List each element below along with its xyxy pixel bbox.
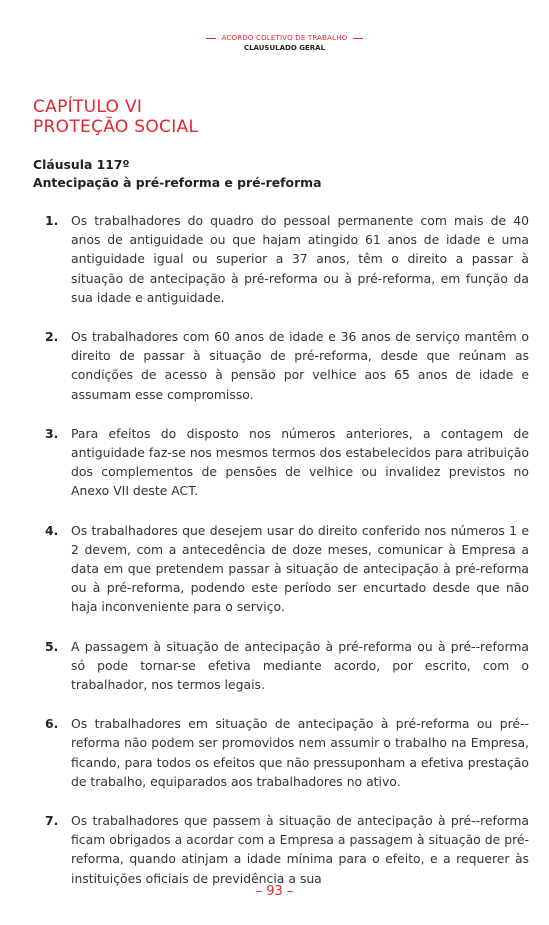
item-text: Os trabalhadores em situação de antecipação à pré-reforma ou pré--reforma não podem ser promovidos nem assumir o trabalho na Empresa, ficando, para todos os efeitos que não pressuponham a efetiva prestação de trabalho, equiparados aos trabalhadores no ativo. (71, 716, 529, 789)
chapter-title: PROTEÇÃO SOCIAL (33, 117, 199, 137)
clause-title: Antecipação à pré-reforma e pré-reforma (33, 175, 322, 190)
page-number: – 93 – (255, 884, 294, 899)
list-item (33, 521, 529, 617)
clause-heading (33, 156, 321, 192)
clause-number: Cláusula 117º (33, 157, 130, 172)
header-right-dash (353, 38, 363, 39)
list-item (33, 811, 529, 888)
header-title: ACORDO COLETIVO DE TRABALHO (221, 34, 348, 42)
list-item (33, 211, 529, 307)
clause-items-list (33, 211, 529, 908)
item-number: 6. (45, 716, 59, 732)
item-number: 3. (45, 425, 59, 441)
item-number: 4. (45, 522, 59, 538)
item-text: Os trabalhadores que desejem usar do direito conferido nos números 1 e 2 devem, com a antecedência de doze meses, comunicar à Empresa a data em que pretendem passar à situação de antecipação à pré-reforma ou à pré-reforma, podendo este período ser encurtado desde que não haja inconveniente para o serviço. (71, 522, 529, 615)
list-item (33, 637, 529, 695)
list-item (33, 327, 529, 404)
header-title-row (20, 34, 549, 42)
list-item (33, 424, 529, 501)
running-header (0, 34, 549, 52)
chapter-number: CAPÍTULO VI (33, 97, 143, 117)
item-number: 2. (45, 329, 59, 345)
item-text: A passagem à situação de antecipação à pré-reforma ou à pré--reforma só pode tornar-se efetiva mediante acordo, por escrito, com o trabalhador, nos termos legais. (71, 638, 529, 693)
item-number: 5. (45, 638, 59, 654)
chapter-heading (33, 97, 198, 137)
item-text: Os trabalhadores do quadro do pessoal permanente com mais de 40 anos de antiguidade ou que hajam atingido 61 anos de idade e uma antiguidade igual ou superior a 37 anos, têm o direito a passar à situação de antecipação à pré-reforma ou à pré-reforma, em função da sua idade e antiguidade. (71, 213, 529, 305)
item-text: Os trabalhadores com 60 anos de idade e 36 anos de serviço mantêm o direito de passar à situação de pré-reforma, desde que reúnam as condições de acesso à pensão por velhice aos 65 anos de idade e assumam esse compromisso. (71, 329, 529, 402)
item-number: 7. (45, 813, 59, 829)
item-text: Os trabalhadores que passem à situação de antecipação à pré--reforma ficam obrigados a acordar com a Empresa a passagem à situação de pré-reforma, quando atinjam a idade mínima para o efeito, e a requerer às instituições oficiais de previdência a sua (71, 813, 529, 886)
item-number: 1. (45, 213, 59, 228)
list-item (33, 714, 529, 791)
item-text: Para efeitos do disposto nos números anteriores, a contagem de antiguidade faz-se nos mesmos termos dos estabelecidos para atribuição dos complementos de pensões de velhice ou invalidez previstos no Anexo VII deste ACT. (71, 425, 529, 499)
header-left-dash (206, 38, 216, 39)
header-subtitle: CLAUSULADO GERAL (243, 44, 326, 52)
